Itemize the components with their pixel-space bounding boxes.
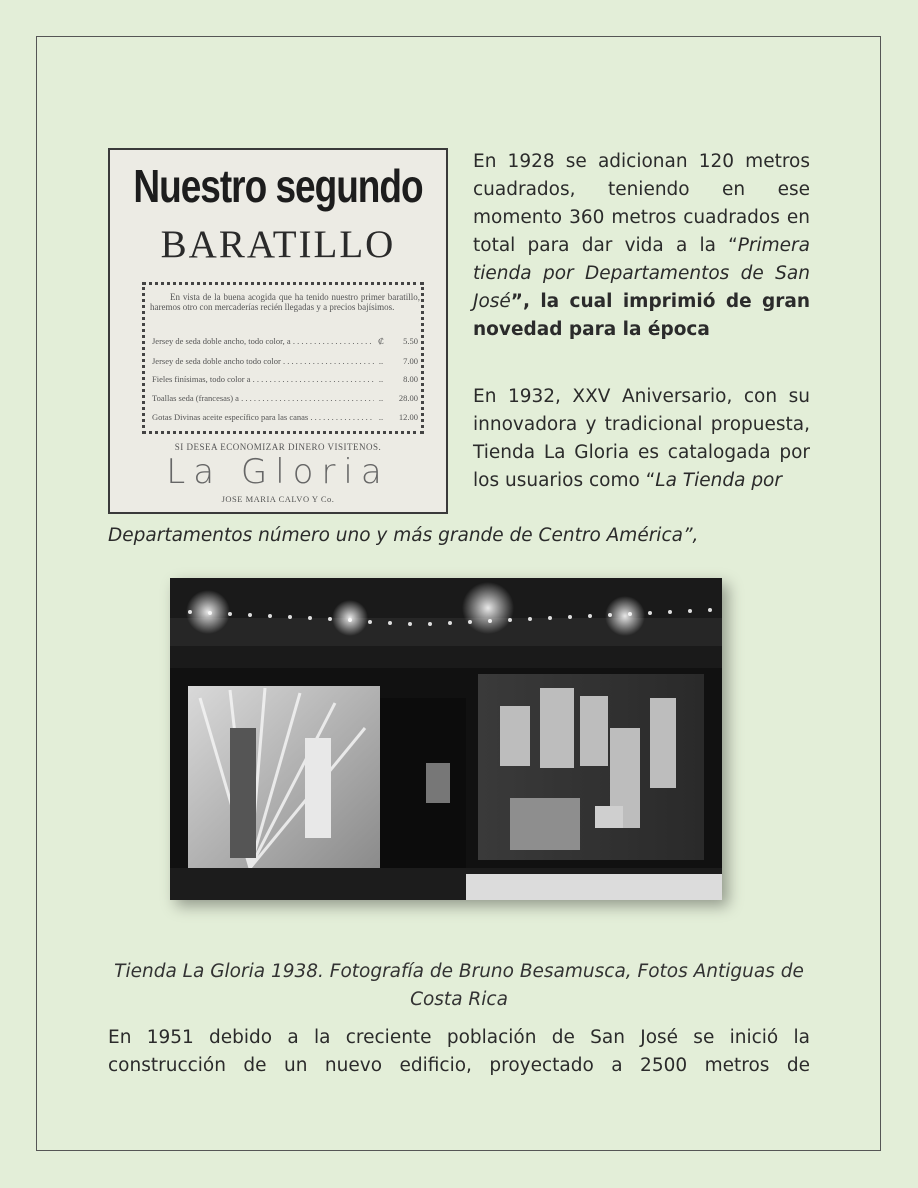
ad-item: Jersey de seda doble ancho todo color . . . .. 7.00 [152,356,418,366]
storefront-photo-drawing [170,578,722,900]
ad-item: Jersey de seda doble ancho, todo color, a . . . ₡ 5.50 [152,336,418,346]
ad-title: BARATILLO [160,223,396,266]
ad-headline: Nuestro segundo [133,160,423,212]
photo-caption: Tienda La Gloria 1938. Fotografía de Bruno Besamusca, Fotos Antiguas de Costa Rica [114,961,804,1010]
ad-slogan: SI DESEA ECONOMIZAR DINERO VISITENOS. [174,442,382,452]
paragraph-1928: En 1928 se adicionan 120 metros cuadrados, teniendo en ese momento 360 metros cuadrados en total para dar vida a la “Primera tienda por Departamentos de San José”, la cual imprimió de gran novedad para la época [473,151,810,340]
baratillo-ad-image [108,148,448,514]
storefront-photo [170,578,722,900]
ad-item: Fieles finísimas, todo color a . . . .. 8.00 [152,374,418,384]
ad-logo: La Gloria [166,452,390,492]
paragraph-1932-continued: Departamentos número uno y más grande de Centro América”, [108,525,699,546]
ad-company: JOSE MARIA CALVO Y Co. [221,494,335,504]
ad-intro: En vista de la buena acogida que ha tenido nuestro primer baratillo, haremos otro con mercaderías recién llegadas y a precios bajísimos. [150,292,420,312]
paragraph-1932: En 1932, XXV Aniversario, con su innovadora y tradicional propuesta, Tienda La Gloria es catalogada por los usuarios como “La Tienda por [473,386,810,491]
paragraph-1951: En 1951 debido a la creciente población de San José se inició la construcción de un nuevo edificio, proyectado a 2500 metros de [108,1027,810,1076]
ad-item: Gotas Divinas aceite específico para las canas . . . .. 12.00 [152,412,418,422]
ad-item: Toallas seda (francesas) a . . . .. 28.00 [152,393,418,403]
